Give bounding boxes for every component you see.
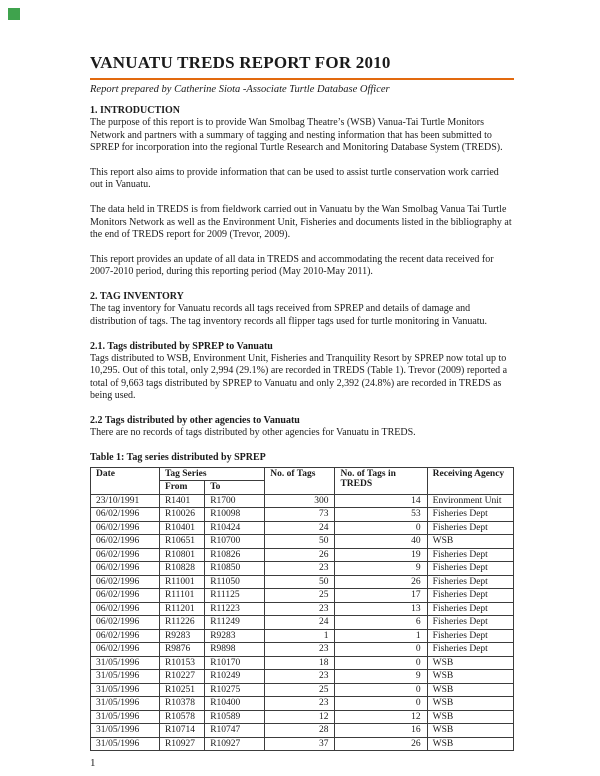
table-cell: R10747 bbox=[205, 724, 265, 738]
table-cell: 50 bbox=[265, 535, 335, 549]
table-cell: 1 bbox=[335, 629, 427, 643]
table-cell: R10098 bbox=[205, 508, 265, 522]
table-cell: WSB bbox=[427, 656, 513, 670]
table-cell: R9898 bbox=[205, 643, 265, 657]
page-content bbox=[90, 52, 514, 770]
table-header-row bbox=[91, 467, 514, 481]
report-title: VANUATU TREDS REPORT FOR 2010 bbox=[90, 52, 514, 80]
table-cell: 0 bbox=[335, 683, 427, 697]
table-cell: Fisheries Dept bbox=[427, 508, 513, 522]
table-cell: 0 bbox=[335, 656, 427, 670]
table-cell: 06/02/1996 bbox=[91, 521, 160, 535]
table-cell: R10826 bbox=[205, 548, 265, 562]
table-cell: R10714 bbox=[159, 724, 204, 738]
table-cell: R11001 bbox=[159, 575, 204, 589]
table-cell: 31/05/1996 bbox=[91, 683, 160, 697]
table-row bbox=[91, 535, 514, 549]
table-row bbox=[91, 521, 514, 535]
paragraph: The tag inventory for Vanuatu records all tags received from SPREP and details of damage and distribution of tags. The tag inventory records all flipper tags used for turtle monitoring in Vanuatu. bbox=[90, 303, 488, 327]
table-cell: 37 bbox=[265, 737, 335, 751]
table-cell: 19 bbox=[335, 548, 427, 562]
table-cell: R10249 bbox=[205, 670, 265, 684]
table-cell: Fisheries Dept bbox=[427, 548, 513, 562]
table-cell: 31/05/1996 bbox=[91, 656, 160, 670]
table-cell: 13 bbox=[335, 602, 427, 616]
table-cell: 06/02/1996 bbox=[91, 535, 160, 549]
table-cell: 06/02/1996 bbox=[91, 589, 160, 603]
table-cell: Fisheries Dept bbox=[427, 562, 513, 576]
table-cell: Fisheries Dept bbox=[427, 616, 513, 630]
report-subtitle: Report prepared by Catherine Siota -Associate Turtle Database Officer bbox=[90, 84, 390, 95]
table-row bbox=[91, 697, 514, 711]
table-cell: 53 bbox=[335, 508, 427, 522]
page-number: 1 bbox=[90, 757, 96, 770]
table-body bbox=[91, 494, 514, 751]
table-cell: R10401 bbox=[159, 521, 204, 535]
tag-series-table bbox=[90, 467, 514, 752]
table-cell: 06/02/1996 bbox=[91, 508, 160, 522]
table-cell: R10153 bbox=[159, 656, 204, 670]
table-row bbox=[91, 670, 514, 684]
table-cell: R11223 bbox=[205, 602, 265, 616]
col-header-date: Date bbox=[91, 467, 160, 494]
table-cell: 31/05/1996 bbox=[91, 710, 160, 724]
table-cell: 23/10/1991 bbox=[91, 494, 160, 508]
table-cell: R11050 bbox=[205, 575, 265, 589]
table-row bbox=[91, 562, 514, 576]
table-cell: 50 bbox=[265, 575, 335, 589]
table-cell: 31/05/1996 bbox=[91, 737, 160, 751]
table-cell: R1700 bbox=[205, 494, 265, 508]
section-heading-tags-other-agencies: 2.2 Tags distributed by other agencies to Vanuatu bbox=[90, 415, 300, 427]
table-cell: 06/02/1996 bbox=[91, 548, 160, 562]
table-cell: 0 bbox=[335, 521, 427, 535]
table-row bbox=[91, 724, 514, 738]
table-cell: R10424 bbox=[205, 521, 265, 535]
section-heading-tags-sprep: 2.1. Tags distributed by SPREP to Vanuatu bbox=[90, 340, 273, 352]
table-cell: 12 bbox=[335, 710, 427, 724]
table-cell: 23 bbox=[265, 643, 335, 657]
paragraph: There are no records of tags distributed by other agencies for Vanuatu in TREDS. bbox=[90, 427, 416, 439]
table-cell: 40 bbox=[335, 535, 427, 549]
table-cell: R11125 bbox=[205, 589, 265, 603]
table-cell: R10850 bbox=[205, 562, 265, 576]
paragraph: The purpose of this report is to provide Wan Smolbag Theatre’s (WSB) Vanua-Tai Turtle Monitors Network and partners with a summary of tagging and nesting information that has been submitted to SPREP for incorporation into the regional Turtle Research and Monitoring Database System (TREDS). bbox=[90, 117, 503, 154]
table-cell: 23 bbox=[265, 602, 335, 616]
table-cell: R10170 bbox=[205, 656, 265, 670]
table-cell: Fisheries Dept bbox=[427, 602, 513, 616]
table-cell: R10700 bbox=[205, 535, 265, 549]
table-cell: R11101 bbox=[159, 589, 204, 603]
table-cell: 26 bbox=[265, 548, 335, 562]
table-cell: R10227 bbox=[159, 670, 204, 684]
table-cell: 06/02/1996 bbox=[91, 562, 160, 576]
table-cell: R11226 bbox=[159, 616, 204, 630]
table-cell: 26 bbox=[335, 737, 427, 751]
table-cell: Fisheries Dept bbox=[427, 589, 513, 603]
table-cell: R10578 bbox=[159, 710, 204, 724]
table-cell: R10026 bbox=[159, 508, 204, 522]
col-header-tag-series: Tag Series bbox=[159, 467, 264, 481]
table-row bbox=[91, 737, 514, 751]
table-cell: 300 bbox=[265, 494, 335, 508]
table-cell: R10589 bbox=[205, 710, 265, 724]
col-header-no-of-tags-in-treds: No. of Tags in TREDS bbox=[335, 467, 427, 494]
table-cell: R10927 bbox=[159, 737, 204, 751]
table-cell: 06/02/1996 bbox=[91, 575, 160, 589]
table-row bbox=[91, 508, 514, 522]
table-cell: R10927 bbox=[205, 737, 265, 751]
paragraph: Tags distributed to WSB, Environment Unit, Fisheries and Tranquility Resort by SPREP now total up to 10,295. Out of this total, only 2,994 (29.1%) are recorded in TREDS (Table 1). Trevor (2009) reported a total of 9,663 tags distributed by SPREP to Vanuatu and only 2,392 (24.8%) are recorded in TREDS as being used. bbox=[90, 353, 508, 402]
paragraph: This report provides an update of all data in TREDS and accommodating the recent data received for 2007-2010 period, during this reporting period (May 2010-May 2011). bbox=[90, 253, 494, 278]
green-marker-icon bbox=[8, 8, 20, 20]
table-cell: Fisheries Dept bbox=[427, 575, 513, 589]
table-cell: 73 bbox=[265, 508, 335, 522]
table-cell: WSB bbox=[427, 697, 513, 711]
table-cell: R10251 bbox=[159, 683, 204, 697]
table-cell: 31/05/1996 bbox=[91, 670, 160, 684]
table-cell: 24 bbox=[265, 521, 335, 535]
table-cell: R10801 bbox=[159, 548, 204, 562]
table-cell: 18 bbox=[265, 656, 335, 670]
report-body bbox=[90, 105, 514, 770]
table-row bbox=[91, 494, 514, 508]
table-cell: 25 bbox=[265, 589, 335, 603]
table-cell: WSB bbox=[427, 724, 513, 738]
table-row bbox=[91, 643, 514, 657]
table-row bbox=[91, 602, 514, 616]
table-cell: R9876 bbox=[159, 643, 204, 657]
table-cell: 9 bbox=[335, 562, 427, 576]
table-cell: 31/05/1996 bbox=[91, 697, 160, 711]
table-cell: 23 bbox=[265, 562, 335, 576]
table-row bbox=[91, 589, 514, 603]
table-cell: 24 bbox=[265, 616, 335, 630]
table-row bbox=[91, 575, 514, 589]
table-cell: 23 bbox=[265, 670, 335, 684]
table-cell: 1 bbox=[265, 629, 335, 643]
section-heading-introduction: 1. INTRODUCTION bbox=[90, 105, 181, 116]
table-cell: R10378 bbox=[159, 697, 204, 711]
table-cell: R9283 bbox=[205, 629, 265, 643]
table-cell: 9 bbox=[335, 670, 427, 684]
table-cell: Environment Unit bbox=[427, 494, 513, 508]
table-cell: WSB bbox=[427, 737, 513, 751]
table-row bbox=[91, 683, 514, 697]
paragraph: The data held in TREDS is from fieldwork carried out in Vanuatu by the Wan Smolbag Vanua Tai Turtle Monitors Network as well as the Environment Unit, Fisheries and documents listed in the bibliography at the end of TREDS report for 2009 (Trevor, 2009). bbox=[90, 204, 512, 241]
section-heading-tag-inventory: 2. TAG INVENTORY bbox=[90, 291, 184, 303]
table-row bbox=[91, 629, 514, 643]
table-cell: 06/02/1996 bbox=[91, 616, 160, 630]
table-cell: R11201 bbox=[159, 602, 204, 616]
table-row bbox=[91, 548, 514, 562]
table-cell: 6 bbox=[335, 616, 427, 630]
table-cell: R9283 bbox=[159, 629, 204, 643]
table-cell: 12 bbox=[265, 710, 335, 724]
table-cell: R10828 bbox=[159, 562, 204, 576]
table-cell: 31/05/1996 bbox=[91, 724, 160, 738]
table-cell: 06/02/1996 bbox=[91, 643, 160, 657]
table-cell: R10400 bbox=[205, 697, 265, 711]
table-cell: 0 bbox=[335, 643, 427, 657]
table-cell: R11249 bbox=[205, 616, 265, 630]
table-cell: Fisheries Dept bbox=[427, 643, 513, 657]
col-header-no-of-tags: No. of Tags bbox=[265, 467, 335, 494]
table-cell: 28 bbox=[265, 724, 335, 738]
col-header-receiving-agency: Receiving Agency bbox=[427, 467, 513, 494]
table-cell: 06/02/1996 bbox=[91, 602, 160, 616]
paragraph: This report also aims to provide information that can be used to assist turtle conservation work carried out in Vanuatu. bbox=[90, 167, 499, 191]
table-cell: WSB bbox=[427, 710, 513, 724]
table-cell: Fisheries Dept bbox=[427, 521, 513, 535]
table-cell: 06/02/1996 bbox=[91, 629, 160, 643]
table-cell: 23 bbox=[265, 697, 335, 711]
table-cell: 25 bbox=[265, 683, 335, 697]
table-row bbox=[91, 710, 514, 724]
table-cell: Fisheries Dept bbox=[427, 629, 513, 643]
table-cell: 14 bbox=[335, 494, 427, 508]
table-cell: WSB bbox=[427, 670, 513, 684]
table-cell: 17 bbox=[335, 589, 427, 603]
table-cell: 26 bbox=[335, 575, 427, 589]
table-caption: Table 1: Tag series distributed by SPREP bbox=[90, 452, 266, 464]
table-cell: R10275 bbox=[205, 683, 265, 697]
table-cell: R1401 bbox=[159, 494, 204, 508]
table-row bbox=[91, 656, 514, 670]
table-row bbox=[91, 616, 514, 630]
table-cell: 16 bbox=[335, 724, 427, 738]
col-header-to: To bbox=[205, 481, 265, 495]
table-cell: R10651 bbox=[159, 535, 204, 549]
table-cell: 0 bbox=[335, 697, 427, 711]
table-cell: WSB bbox=[427, 683, 513, 697]
table-cell: WSB bbox=[427, 535, 513, 549]
col-header-from: From bbox=[159, 481, 204, 495]
